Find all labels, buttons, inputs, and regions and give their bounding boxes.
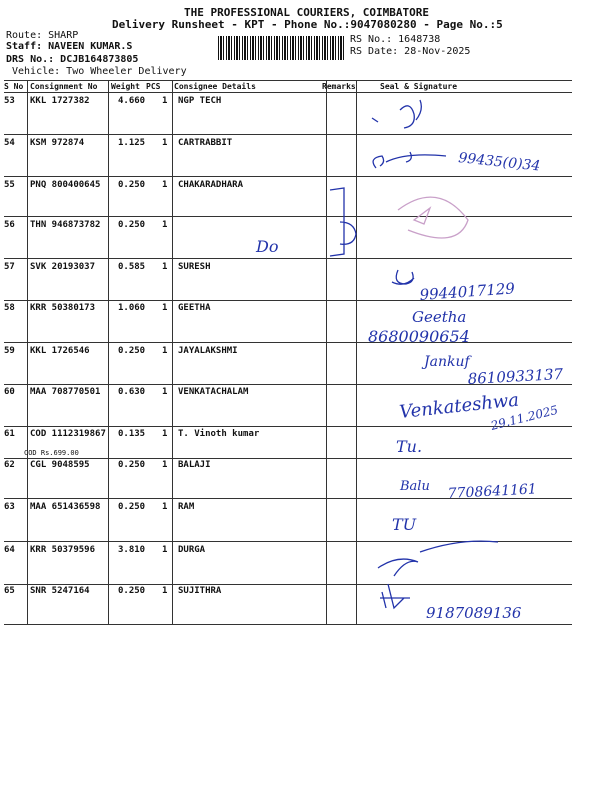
cell-weight: 0.630 bbox=[118, 387, 146, 397]
company-title: THE PROFESSIONAL COURIERS, COIMBATORE bbox=[184, 6, 430, 19]
cell-pcs: 1 bbox=[162, 460, 168, 470]
cell-name: CARTRABBIT bbox=[178, 138, 233, 148]
cell-cons: THN 946873782 bbox=[30, 220, 101, 230]
signature-53 bbox=[372, 100, 421, 128]
cell-weight: 0.250 bbox=[118, 586, 146, 596]
cell-pcs: 1 bbox=[162, 346, 168, 356]
cell-sno: 65 bbox=[4, 586, 15, 596]
cell-sno: 57 bbox=[4, 262, 15, 272]
col-consignment: Consignment No bbox=[30, 82, 98, 91]
cell-sno: 64 bbox=[4, 545, 15, 555]
cell-weight: 0.135 bbox=[118, 429, 146, 439]
cell-name: CHAKARADHARA bbox=[178, 180, 244, 190]
hand-r60-name: Venkateshwa bbox=[398, 389, 520, 423]
cell-sno: 60 bbox=[4, 387, 15, 397]
cell-pcs: 1 bbox=[162, 387, 168, 397]
route-label: Route: SHARP bbox=[6, 30, 79, 41]
cell-cons: KKL 1726546 bbox=[30, 346, 90, 356]
runsheet-subtitle: Delivery Runsheet - KPT - Phone No.:9047080280 - Page No.:5 bbox=[112, 18, 503, 31]
vehicle-label: Vehicle: Two Wheeler Delivery bbox=[12, 66, 187, 77]
cell-sno: 53 bbox=[4, 96, 15, 106]
drs-label: DRS No.: DCJB164873805 bbox=[6, 54, 139, 65]
signature-65 bbox=[380, 584, 410, 608]
hand-r61: Tu. bbox=[396, 437, 423, 456]
cell-weight: 1.060 bbox=[118, 303, 146, 313]
hand-r58-name: Geetha bbox=[412, 308, 467, 326]
col-weight: Weight bbox=[111, 82, 140, 91]
cell-name: RAM bbox=[178, 502, 195, 512]
hand-r58-phone: 8680090654 bbox=[368, 327, 470, 346]
col-pcs: PCS bbox=[146, 82, 161, 91]
cell-name: T. Vinoth kumar bbox=[178, 429, 260, 439]
cell-name: VENKATACHALAM bbox=[178, 387, 249, 397]
cell-pcs: 1 bbox=[162, 429, 168, 439]
cell-name: NGP TECH bbox=[178, 96, 222, 106]
cell-sno: 59 bbox=[4, 346, 15, 356]
cell-cons: COD 1112319867 bbox=[30, 429, 106, 439]
cell-cons: PNQ 800400645 bbox=[30, 180, 101, 190]
col-remarks: Remarks bbox=[322, 82, 356, 91]
cell-pcs: 1 bbox=[162, 502, 168, 512]
col-sno: S No bbox=[4, 82, 24, 91]
signature-54 bbox=[373, 152, 446, 168]
cell-pcs: 1 bbox=[162, 303, 168, 313]
cell-pcs: 1 bbox=[162, 220, 168, 230]
cell-name: DURGA bbox=[178, 545, 206, 555]
cell-weight: 0.250 bbox=[118, 180, 146, 190]
cell-pcs: 1 bbox=[162, 96, 168, 106]
col-seal-signature: Seal & Signature bbox=[380, 82, 458, 91]
cell-sno: 54 bbox=[4, 138, 15, 148]
cell-sno: 55 bbox=[4, 180, 15, 190]
cell-weight: 0.585 bbox=[118, 262, 146, 272]
cell-pcs: 1 bbox=[162, 262, 168, 272]
cell-weight: 0.250 bbox=[118, 346, 146, 356]
cell-cons: SVK 20193037 bbox=[30, 262, 96, 272]
cell-cons: KSM 972874 bbox=[30, 138, 85, 148]
cell-weight: 0.250 bbox=[118, 460, 146, 470]
rs-date: RS Date: 28-Nov-2025 bbox=[350, 46, 471, 57]
cell-sno: 58 bbox=[4, 303, 15, 313]
hand-r62-phone: 7708641161 bbox=[447, 481, 538, 502]
hand-r56: Do bbox=[256, 237, 279, 256]
cell-weight: 0.250 bbox=[118, 220, 146, 230]
cell-pcs: 1 bbox=[162, 180, 168, 190]
staff-label: Staff: NAVEEN KUMAR.S bbox=[6, 41, 133, 52]
hand-r57: 9944017129 bbox=[419, 279, 516, 304]
cell-cons: KRR 50379596 bbox=[30, 545, 96, 555]
col-consignee: Consignee Details bbox=[174, 82, 256, 91]
cell-name: SUJITHRA bbox=[178, 586, 222, 596]
cell-pcs: 1 bbox=[162, 138, 168, 148]
cell-sno: 62 bbox=[4, 460, 15, 470]
bracket-remark bbox=[330, 188, 356, 256]
cell-sno: 61 bbox=[4, 429, 15, 439]
cell-cons: KRR 50380173 bbox=[30, 303, 96, 313]
cell-cons: MAA 651436598 bbox=[30, 502, 101, 512]
hand-r59-name: Jankuf bbox=[424, 354, 470, 370]
cell-weight: 1.125 bbox=[118, 138, 146, 148]
hand-r54: 99435(0)34 bbox=[457, 150, 541, 175]
hand-r63: TU bbox=[392, 515, 417, 534]
cell-weight: 3.810 bbox=[118, 545, 146, 555]
cell-sno: 63 bbox=[4, 502, 15, 512]
stamp-mark-56 bbox=[398, 197, 468, 238]
hand-r59-phone: 8610933137 bbox=[467, 365, 564, 388]
cell-sno: 56 bbox=[4, 220, 15, 230]
hand-r62-name: Balu bbox=[400, 479, 430, 494]
cell-name: SURESH bbox=[178, 262, 211, 272]
cell-weight: 4.660 bbox=[118, 96, 146, 106]
cell-cons: KKL 1727382 bbox=[30, 96, 90, 106]
cell-name: BALAJI bbox=[178, 460, 211, 470]
signature-64 bbox=[378, 541, 498, 576]
cell-weight: 0.250 bbox=[118, 502, 146, 512]
signature-57 bbox=[392, 270, 414, 284]
cell-cons: SNR 5247164 bbox=[30, 586, 90, 596]
cell-cons: CGL 9048595 bbox=[30, 460, 90, 470]
cell-pcs: 1 bbox=[162, 586, 168, 596]
cell-name: JAYALAKSHMI bbox=[178, 346, 238, 356]
cod-note: COD Rs.699.00 bbox=[24, 449, 79, 457]
hand-r65-phone: 9187089136 bbox=[426, 604, 522, 622]
cell-name: GEETHA bbox=[178, 303, 211, 313]
rs-no: RS No.: 1648738 bbox=[350, 34, 441, 45]
cell-pcs: 1 bbox=[162, 545, 168, 555]
hand-r60-date: 29.11.2025 bbox=[489, 402, 560, 433]
cell-cons: MAA 708770501 bbox=[30, 387, 101, 397]
